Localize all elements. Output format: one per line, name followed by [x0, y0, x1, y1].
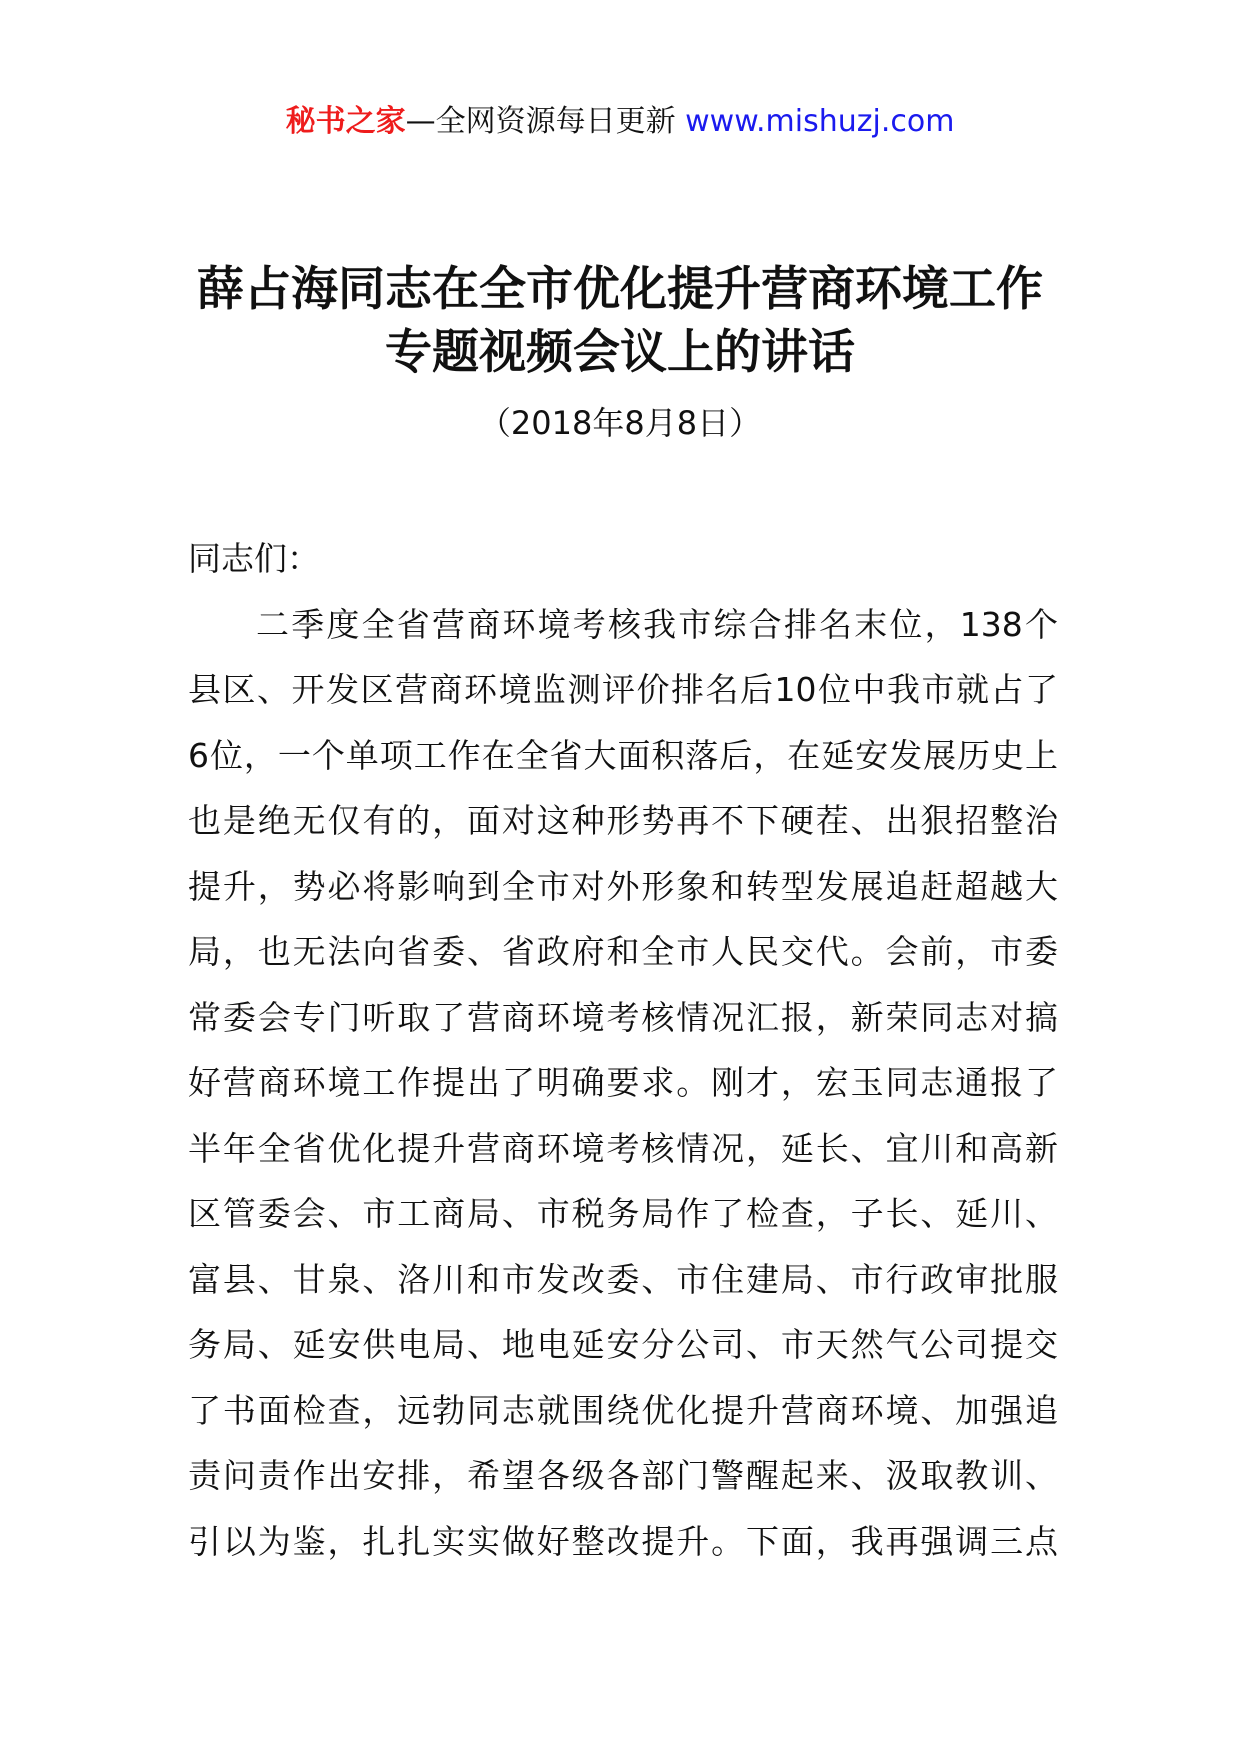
body-line: 区管委会、市工商局、市税务局作了检查，子长、延川、: [188, 1194, 1058, 1233]
greeting: 同志们：: [188, 539, 320, 578]
body-line: 常委会专门听取了营商环境考核情况汇报，新荣同志对搞: [188, 997, 1058, 1037]
body-line: 务局、延安供电局、地电延安分公司、市天然气公司提交: [188, 1325, 1058, 1364]
site-header: [0, 100, 1240, 144]
body-line: 好营商环境工作提出了明确要求。刚才，宏玉同志通报了: [188, 1063, 1058, 1102]
body-line: 二季度全省营商环境考核我市综合排名末位，138个: [256, 604, 1058, 644]
site-url-link[interactable]: www.mishuzj.com: [685, 104, 955, 139]
body-line: 县区、开发区营商环境监测评价排名后10位中我市就占了: [188, 670, 1058, 709]
body-line: 富县、甘泉、洛川和市发改委、市住建局、市行政审批服: [188, 1259, 1058, 1299]
site-brand: 秘书之家: [285, 104, 406, 139]
body-line: 责问责作出安排，希望各级各部门警醒起来、汲取教训、: [188, 1456, 1058, 1495]
body-line: 半年全省优化提升营商环境考核情况，延长、宜川和高新: [188, 1128, 1058, 1168]
document-body: [188, 526, 1058, 1574]
document-date: （2018年8月8日）: [478, 404, 762, 442]
body-line: 引以为鉴，扎扎实实做好整改提升。下面，我再强调三点: [188, 1521, 1058, 1561]
body-line: 6位，一个单项工作在全省大面积落后，在延安发展历史上: [188, 735, 1058, 775]
body-line: 提升，势必将影响到全市对外形象和转型发展追赶超越大: [188, 866, 1058, 906]
body-line: 了书面检查，远勃同志就围绕优化提升营商环境、加强追: [188, 1390, 1058, 1430]
body-line: 局，也无法向省委、省政府和全市人民交代。会前，市委: [188, 932, 1058, 971]
body-line: 也是绝无仅有的，面对这种形势再不下硬茬、出狠招整治: [188, 801, 1058, 840]
document-title-line-1: 薛占海同志在全市优化提升营商环境工作: [197, 262, 1043, 317]
site-tagline: —全网资源每日更新: [405, 104, 676, 139]
document-title-line-2: 专题视频会议上的讲话: [385, 325, 855, 380]
